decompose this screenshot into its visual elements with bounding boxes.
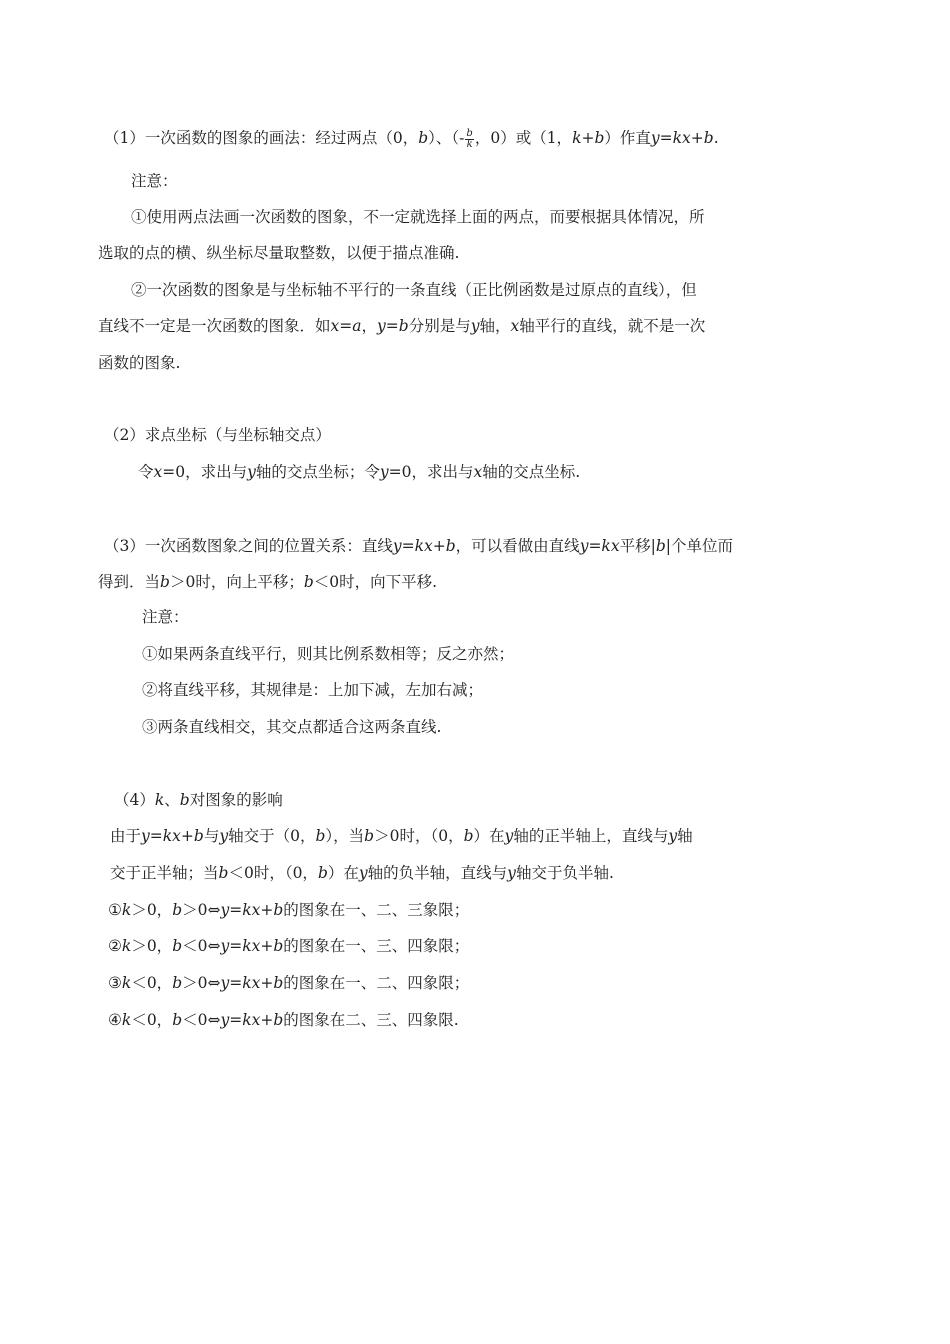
equation: y=kx+b: [220, 1011, 284, 1029]
var: y: [247, 463, 256, 481]
quadrant-rule-2: [108, 935, 469, 957]
text: ＜0⇔: [182, 937, 221, 955]
text: ②: [108, 937, 122, 955]
text: 、: [164, 791, 180, 809]
text: ＞0时，向上平移；: [169, 573, 304, 591]
quadrant-rule-1: [108, 899, 469, 921]
text: 的图象在一、三、四象限；: [283, 937, 470, 955]
equation: x=a: [330, 317, 362, 335]
text: 得到．当: [98, 573, 161, 591]
var: x: [510, 317, 520, 335]
fraction-b-over-k: [465, 129, 473, 150]
text: ）在: [327, 864, 359, 882]
note1-line2: 选取的点的横、纵坐标尽量取整数，以便于描点准确.: [98, 244, 460, 262]
section4-line1: [110, 825, 693, 847]
text: 轴交于（0，: [228, 827, 316, 845]
equation: y=kx: [579, 537, 620, 555]
equation: y=kx+b: [220, 901, 284, 919]
text: .: [713, 129, 719, 147]
var: b: [463, 827, 474, 845]
var: b: [172, 974, 183, 992]
equation: y=kx+b: [650, 129, 714, 147]
text: 对图象的影响: [189, 791, 283, 809]
var: b: [172, 901, 183, 919]
text: 分别是与: [408, 317, 471, 335]
section3-note2: ②将直线平移，其规律是：上加下减，左加右减；: [142, 681, 484, 699]
text: ）在: [473, 827, 505, 845]
text: ，0）或（1，: [474, 129, 573, 147]
section3-note3: ③两条直线相交，其交点都适合这两条直线.: [142, 718, 442, 736]
var: b: [218, 864, 229, 882]
text: ④: [108, 1011, 122, 1029]
var: y: [668, 827, 678, 845]
var: k: [121, 937, 132, 955]
section1-line1: [104, 127, 719, 150]
text: ＜0⇔: [182, 1011, 221, 1029]
text: ＞0，: [131, 937, 173, 955]
text: （4）: [114, 791, 155, 809]
section4-line2: [110, 862, 614, 884]
var: x: [473, 463, 483, 481]
var: b: [172, 937, 183, 955]
text: 的图象在一、二、四象限；: [283, 974, 470, 992]
text: ＞0⇔: [182, 974, 221, 992]
var: y: [358, 864, 368, 882]
var: y: [219, 827, 229, 845]
var: y: [504, 827, 514, 845]
equation: y=b: [377, 317, 409, 335]
text: 交于正半轴；当: [110, 864, 219, 882]
text: 的图象在一、二、三象限；: [283, 901, 470, 919]
var: x: [153, 463, 163, 481]
equation: y=kx+b: [220, 937, 284, 955]
text: 轴的交点坐标；令: [255, 463, 380, 481]
equation: y=kx+b: [392, 537, 456, 555]
text: （3）一次函数图象之间的位置关系：直线: [104, 537, 393, 555]
text: ，: [361, 317, 378, 335]
text: ＞0⇔: [182, 901, 221, 919]
quadrant-rule-3: [108, 972, 469, 994]
quadrant-rule-4: [108, 1009, 459, 1031]
text: 轴平行的直线，就不是一次: [519, 317, 706, 335]
text: 轴的交点坐标.: [482, 463, 581, 481]
section3-note1: ①如果两条直线平行，则其比例系数相等；反之亦然；: [142, 645, 515, 663]
note2-line2: [98, 315, 705, 337]
fraction-denominator: k: [466, 138, 473, 150]
var: b: [364, 827, 375, 845]
text: ），当: [325, 827, 365, 845]
text: ③: [108, 974, 122, 992]
var: b: [179, 791, 190, 809]
var: b: [303, 573, 314, 591]
var: b: [315, 827, 326, 845]
text: ＞0时，（0，: [374, 827, 464, 845]
var: b: [160, 573, 170, 591]
text: ＜0，: [131, 974, 173, 992]
text: ＞0，: [131, 901, 173, 919]
var: y: [470, 317, 480, 335]
var: k: [154, 791, 165, 809]
section3-line1: [104, 535, 733, 557]
section2-title: （2）求点坐标（与坐标轴交点）: [104, 426, 331, 444]
text: ，可以看做由直线: [455, 537, 580, 555]
text: 轴交于负半轴.: [515, 864, 614, 882]
text: ）作直: [604, 129, 651, 147]
note2-line1: ②一次函数的图象是与坐标轴不平行的一条直线（正比例函数是过原点的直线），但: [131, 281, 697, 299]
text: ＜0时，向下平移.: [313, 573, 438, 591]
text: 与: [203, 827, 220, 845]
text: =0，求出与: [388, 463, 474, 481]
text: |个单位而: [665, 537, 733, 555]
text: 轴的正半轴上，直线与: [513, 827, 669, 845]
note2-line3: 函数的图象.: [98, 354, 181, 372]
text: ①: [108, 901, 122, 919]
equation: y=kx+b: [141, 827, 204, 845]
var: y: [507, 864, 516, 882]
var: y: [379, 463, 389, 481]
text: 由于: [110, 827, 142, 845]
var: b: [317, 864, 328, 882]
note1-line1: ①使用两点法画一次函数的图象，不一定就选择上面的两点，而要根据具体情况，所: [131, 208, 705, 226]
text: 直线不一定是一次函数的图象．如: [98, 317, 331, 335]
text: （1）一次函数的图象的画法：经过两点（0，: [104, 129, 419, 147]
section4-title: [114, 789, 283, 811]
var: b: [172, 1011, 183, 1029]
text: =0，求出与: [162, 463, 248, 481]
note-label: 注意：: [131, 172, 178, 190]
var: b: [418, 129, 429, 147]
section3-line2: [98, 571, 437, 593]
fraction-numerator: b: [466, 127, 473, 139]
text: 轴的负半轴，直线与: [367, 864, 508, 882]
text: ＜0，: [131, 1011, 173, 1029]
text: 平移|: [619, 537, 656, 555]
var: k+b: [572, 129, 605, 147]
var: k: [121, 901, 132, 919]
text: ＜0时，（0，: [228, 864, 318, 882]
var: k: [121, 974, 132, 992]
note-label: 注意：: [142, 608, 189, 626]
var: b: [655, 537, 666, 555]
text: 令: [138, 463, 154, 481]
text: 的图象在二、三、四象限.: [283, 1011, 459, 1029]
text: ）、（-: [428, 129, 465, 147]
text: 轴，: [479, 317, 511, 335]
var: k: [121, 1011, 132, 1029]
equation: y=kx+b: [220, 974, 284, 992]
section2-line1: [138, 461, 580, 483]
text: 轴: [677, 827, 693, 845]
